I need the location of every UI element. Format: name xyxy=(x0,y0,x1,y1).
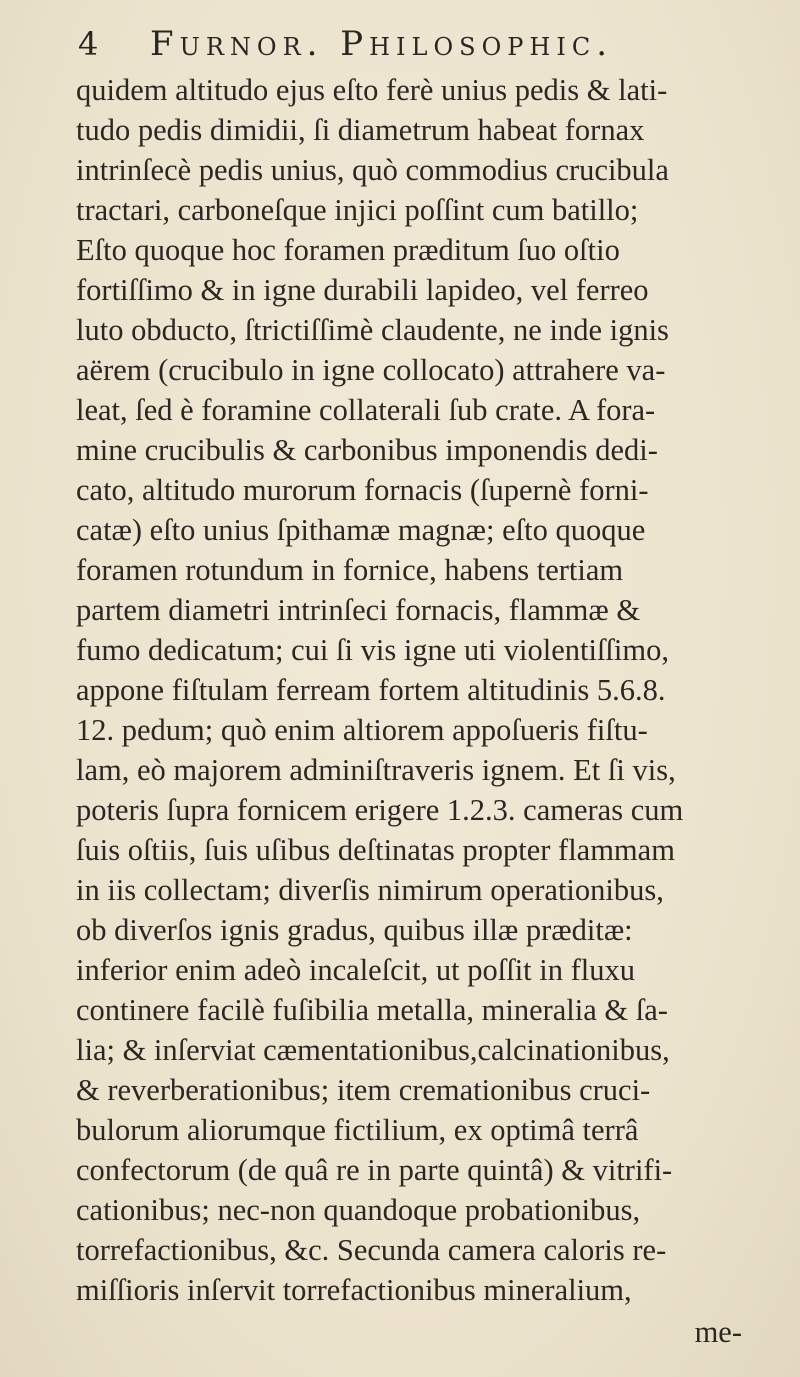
body-text xyxy=(76,70,776,1310)
catchword: me- xyxy=(694,1315,742,1349)
text-line: confectorum (de quâ re in parte quintâ) & vitrifi- xyxy=(76,1153,673,1187)
text-line: ob diverſos ignis gradus, quibus illæ præditæ: xyxy=(76,913,633,947)
text-line: lam, eò majorem adminiſtraveris ignem. Et ſi vis, xyxy=(76,753,676,787)
text-line: fortiſſimo & in igne durabili lapideo, vel ferreo xyxy=(76,273,649,307)
text-line: catæ) eſto unius ſpithamæ magnæ; eſto quoque xyxy=(76,513,646,547)
text-line: in iis collectam; diverſis nimirum operationibus, xyxy=(76,873,664,907)
text-line: ſuis oſtiis, ſuis uſibus deſtinatas propter flammam xyxy=(76,833,675,867)
text-line: lia; & inſerviat cæmentationibus,calcinationibus, xyxy=(76,1033,670,1067)
text-line: fumo dedicatum; cui ſi vis igne uti violentiſſimo, xyxy=(76,633,669,667)
text-line: intrinſecè pedis unius, quò commodius crucibula xyxy=(76,153,669,187)
text-line: appone fiſtulam ferream fortem altitudinis 5.6.8. xyxy=(76,673,666,707)
text-line: tudo pedis dimidii, ſi diametrum habeat fornax xyxy=(76,113,645,147)
text-line: & reverberationibus; item cremationibus cruci- xyxy=(76,1073,651,1107)
text-line: aërem (crucibulo in igne collocato) attrahere va- xyxy=(76,353,666,387)
text-line: bulorum aliorumque fictilium, ex optimâ terrâ xyxy=(76,1113,639,1147)
text-line: poteris ſupra fornicem erigere 1.2.3. cameras cum xyxy=(76,793,684,827)
text-line: luto obducto, ſtrictiſſimè claudente, ne inde ignis xyxy=(76,313,669,347)
text-line: continere facilè fuſibilia metalla, mineralia & ſa- xyxy=(76,993,668,1027)
text-line: cato, altitudo murorum fornacis (ſupernè forni- xyxy=(76,473,649,507)
text-line: partem diametri intrinſeci fornacis, flammæ & xyxy=(76,593,641,627)
text-line: mine crucibulis & carbonibus imponendis dedi- xyxy=(76,433,658,467)
text-line: foramen rotundum in fornice, habens tertiam xyxy=(76,553,624,587)
text-line: torrefactionibus, &c. Secunda camera caloris re- xyxy=(76,1233,667,1267)
text-line: tractari, carboneſque injici poſſint cum batillo; xyxy=(76,193,639,227)
running-title: Furnor. Philosophic. xyxy=(150,24,613,64)
page-header xyxy=(78,22,760,66)
text-line: cationibus; nec-non quandoque probationibus, xyxy=(76,1193,641,1227)
text-line: 12. pedum; quò enim altiorem appoſueris fiſtu- xyxy=(76,713,648,747)
page-number: 4 xyxy=(78,25,99,63)
text-line: miſſioris inſervit torrefactionibus mineralium, xyxy=(76,1273,632,1307)
text-line: inferior enim adeò incaleſcit, ut poſſit in fluxu xyxy=(76,953,636,987)
text-line: quidem altitudo ejus eſto ferè unius pedis & lati- xyxy=(76,73,668,107)
text-line: leat, ſed è foramine collaterali ſub crate. A fora- xyxy=(76,393,656,427)
text-line: Eſto quoque hoc foramen præditum ſuo oſtio xyxy=(76,233,620,267)
